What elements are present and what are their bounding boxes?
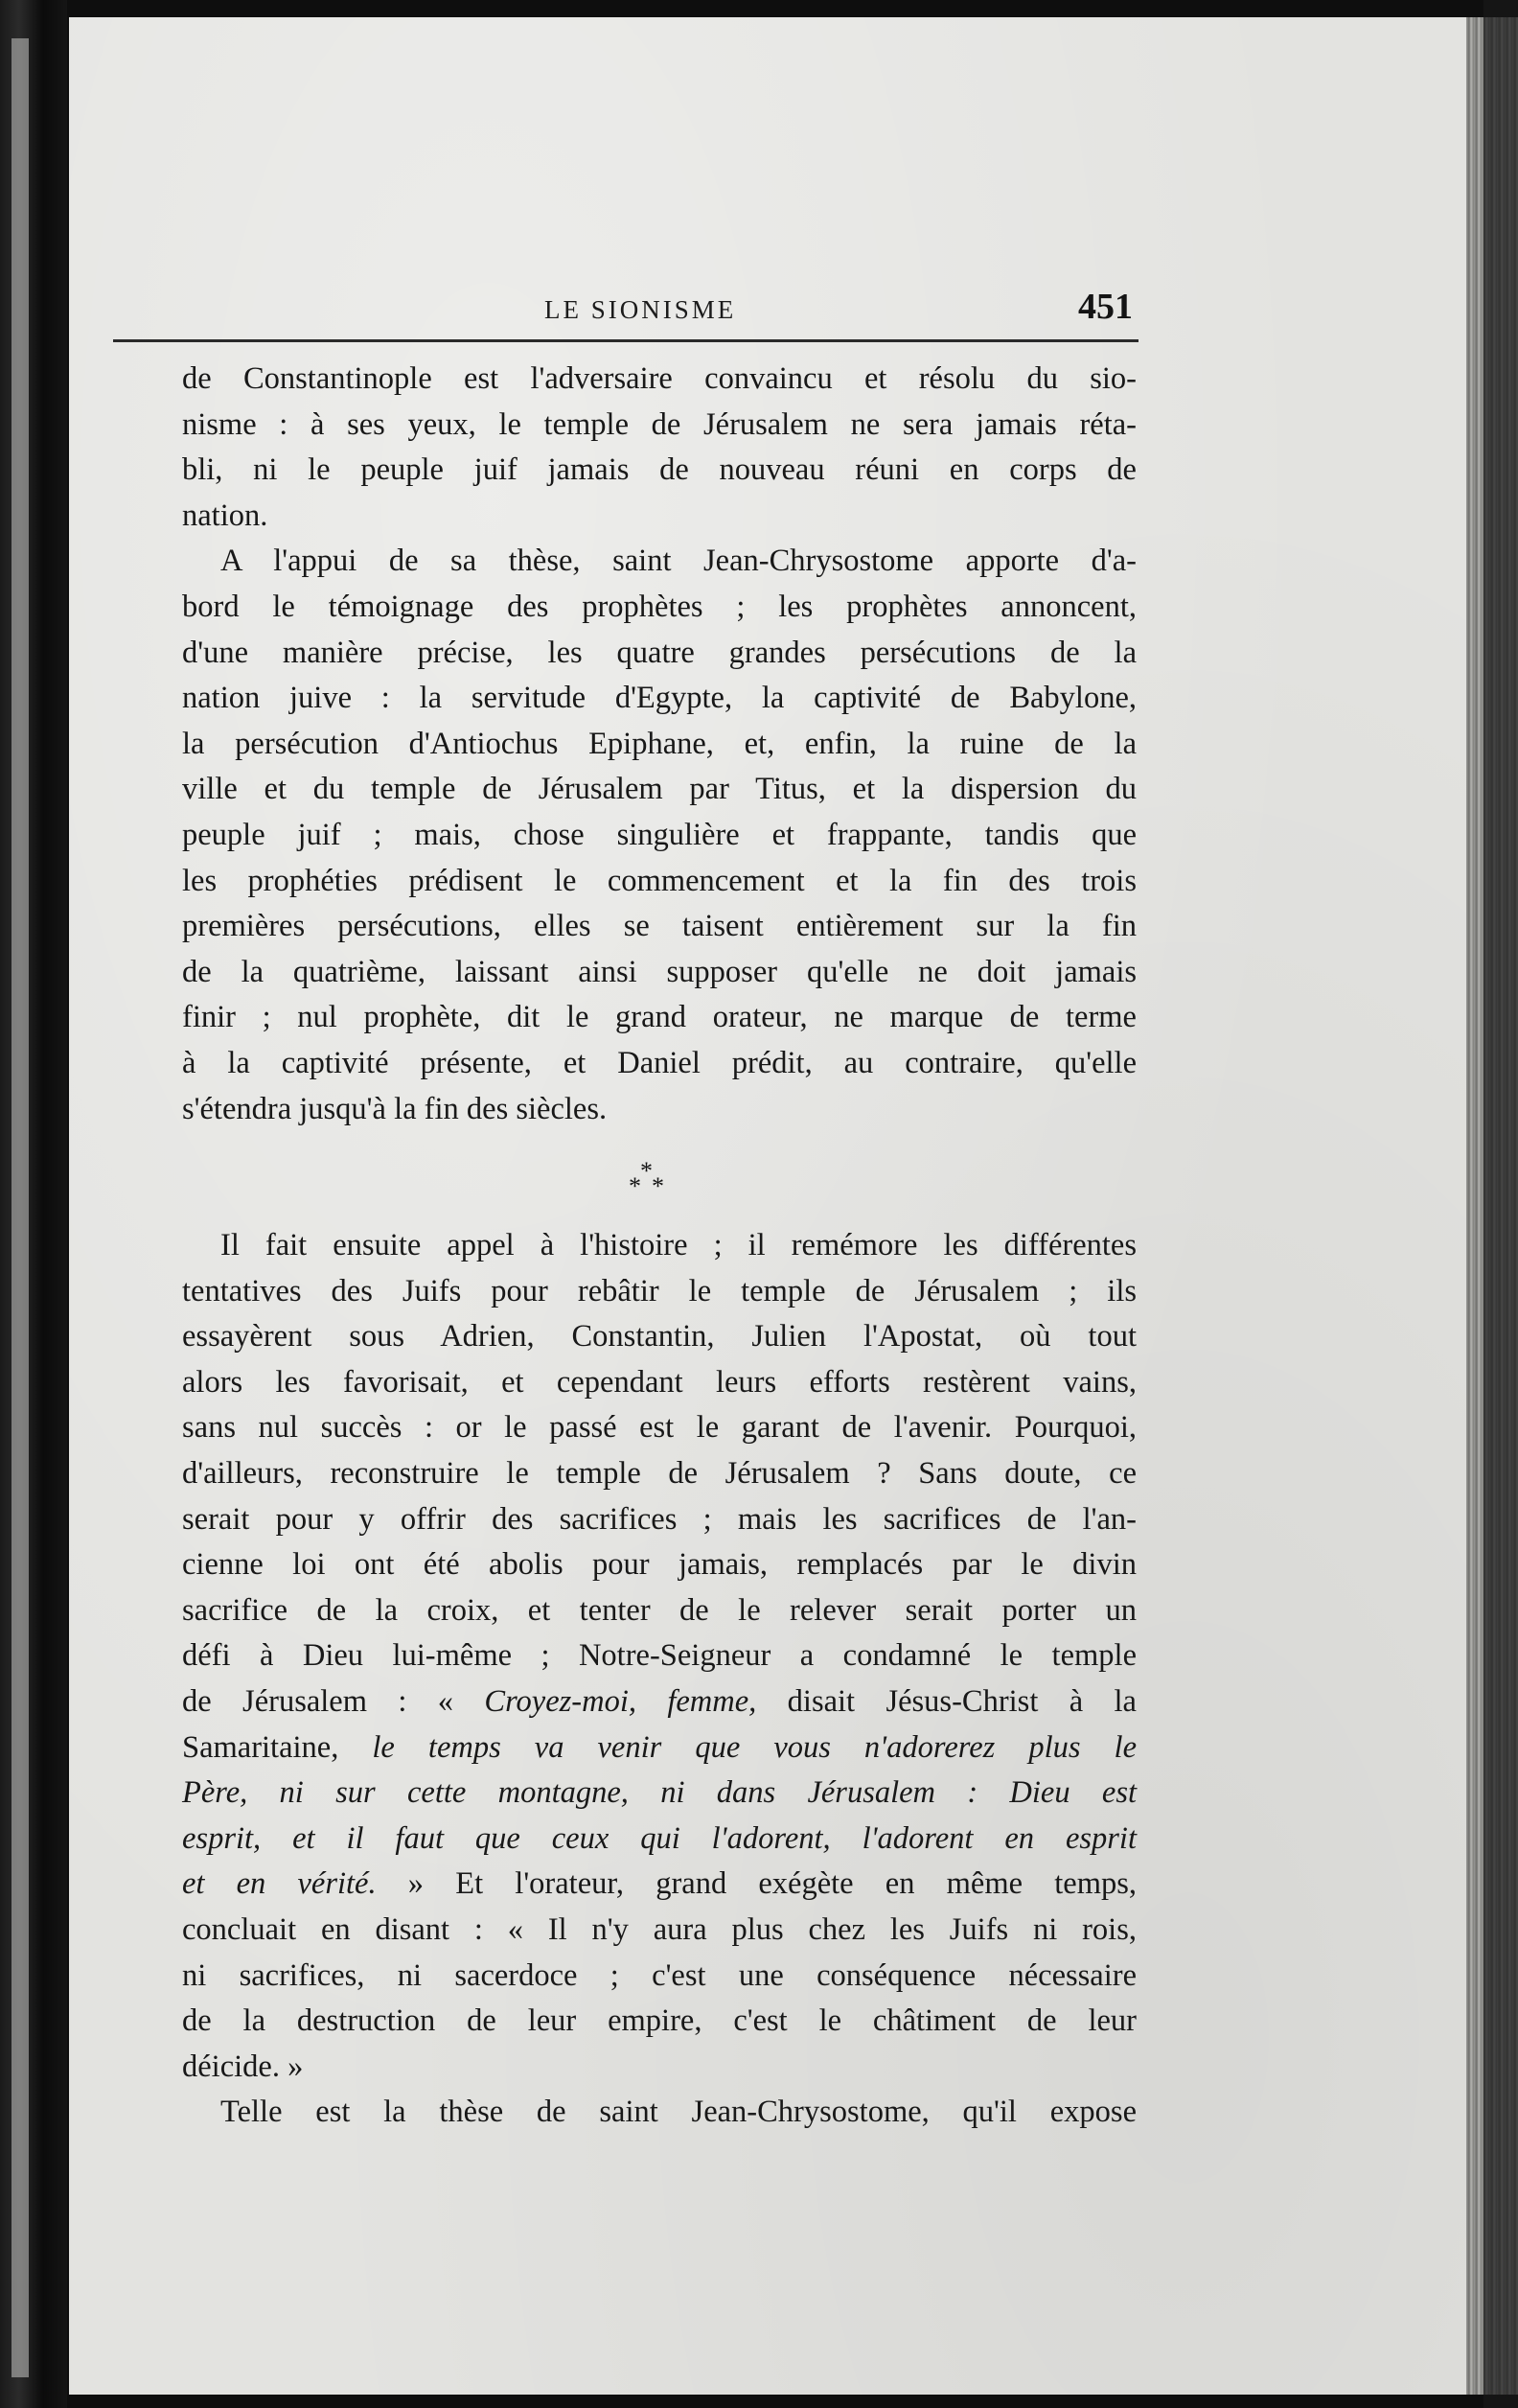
paragraph (182, 539, 1137, 1132)
text-line: sans nul succès : or le passé est le garant de l'avenir. Pourquoi, (182, 1410, 1137, 1446)
text-line: premières persécutions, elles se taisent entièrement sur la fin (182, 909, 1137, 944)
text-line: de la quatrième, laissant ainsi supposer qu'elle ne doit jamais (182, 954, 1137, 989)
text-line: à la captivité présente, et Daniel prédit, au contraire, qu'elle (182, 1045, 1137, 1080)
text-line: et en vérité. » Et l'orateur, grand exégète en même temps, (182, 1866, 1137, 1902)
text-line: la persécution d'Antiochus Epiphane, et, enfin, la ruine de la (182, 726, 1137, 761)
text-line: A l'appui de sa thèse, saint Jean-Chrysostome apporte d'a- (220, 544, 1137, 579)
text-line: ni sacrifices, ni sacerdoce ; c'est une conséquence nécessaire (182, 1957, 1137, 1993)
text-line: alors les favorisait, et cependant leurs efforts restèrent vains, (182, 1364, 1137, 1400)
text-line: bli, ni le peuple juif jamais de nouveau réuni en corps de (182, 452, 1137, 488)
text-line: peuple juif ; mais, chose singulière et frappante, tandis que (182, 817, 1137, 852)
text-line: essayèrent sous Adrien, Constantin, Julien l'Apostat, où tout (182, 1319, 1137, 1354)
text-line: esprit, et il faut que ceux qui l'adorent, l'adorent en esprit (182, 1820, 1137, 1856)
paragraph (182, 357, 1137, 539)
text-line: de Constantinople est l'adversaire convaincu et résolu du sio- (182, 361, 1137, 396)
text-line: s'étendra jusqu'à la fin des siècles. (182, 1091, 608, 1126)
text-line: déicide. » (182, 2049, 304, 2084)
text-line: serait pour y offrir des sacrifices ; mais les sacrifices de l'an- (182, 1501, 1137, 1537)
text-line: de la destruction de leur empire, c'est le châtiment de leur (182, 2003, 1137, 2039)
scan-left-edge (0, 0, 67, 2408)
text-line: de Jérusalem : « Croyez-moi, femme, disait Jésus-Christ à la (182, 1684, 1137, 1720)
text-line: concluait en disant : « Il n'y aura plus chez les Juifs ni rois, (182, 1912, 1137, 1947)
text-line: défi à Dieu lui-même ; Notre-Seigneur a condamné le temple (182, 1638, 1137, 1674)
text-line: les prophéties prédisent le commencement et la fin des trois (182, 863, 1137, 898)
paragraph (182, 2090, 1137, 2136)
running-head-title: LE SIONISME (544, 295, 737, 324)
asterism-star-top: * (640, 1157, 653, 1186)
text-line: bord le témoignage des prophètes ; les prophètes annoncent, (182, 589, 1137, 624)
text-line: cienne loi ont été abolis pour jamais, remplacés par le divin (182, 1547, 1137, 1583)
text-line: d'ailleurs, reconstruire le temple de Jérusalem ? Sans doute, ce (182, 1456, 1137, 1492)
text-line: ville et du temple de Jérusalem par Titus, et la dispersion du (182, 772, 1137, 807)
text-line: Samaritaine, le temps va venir que vous n'adorerez plus le (182, 1729, 1138, 1765)
text-line: Telle est la thèse de saint Jean-Chrysostome, qu'il expose (220, 2095, 1137, 2130)
page-number: 451 (1078, 287, 1133, 327)
asterism-star-right: * (652, 1172, 664, 1201)
text-line: sacrifice de la croix, et tenter de le relever serait porter un (182, 1592, 1137, 1628)
text-line: Il fait ensuite appel à l'histoire ; il remémore les différentes (220, 1228, 1137, 1263)
paragraph (182, 1223, 1137, 2090)
text-line: finir ; nul prophète, dit le grand orateur, ne marque de terme (182, 1000, 1137, 1035)
text-line: d'une manière précise, les quatre grandes persécutions de la (182, 635, 1137, 670)
asterism-star-left: * (629, 1172, 641, 1201)
body-text (182, 357, 1137, 2136)
text-line: Père, ni sur cette montagne, ni dans Jérusalem : Dieu est (182, 1775, 1137, 1811)
text-line: tentatives des Juifs pour rebâtir le temple de Jérusalem ; ils (182, 1273, 1137, 1308)
asterism-separator (182, 1132, 1137, 1223)
scan-right-edge (1484, 0, 1518, 2408)
header-rule (113, 339, 1138, 342)
previous-page-strip (12, 38, 29, 2377)
text-line: nation. (182, 498, 268, 533)
text-line: nisme : à ses yeux, le temple de Jérusalem ne sera jamais réta- (182, 406, 1137, 442)
text-line: nation juive : la servitude d'Egypte, la captivité de Babylone, (182, 681, 1137, 716)
running-head (113, 284, 1137, 337)
